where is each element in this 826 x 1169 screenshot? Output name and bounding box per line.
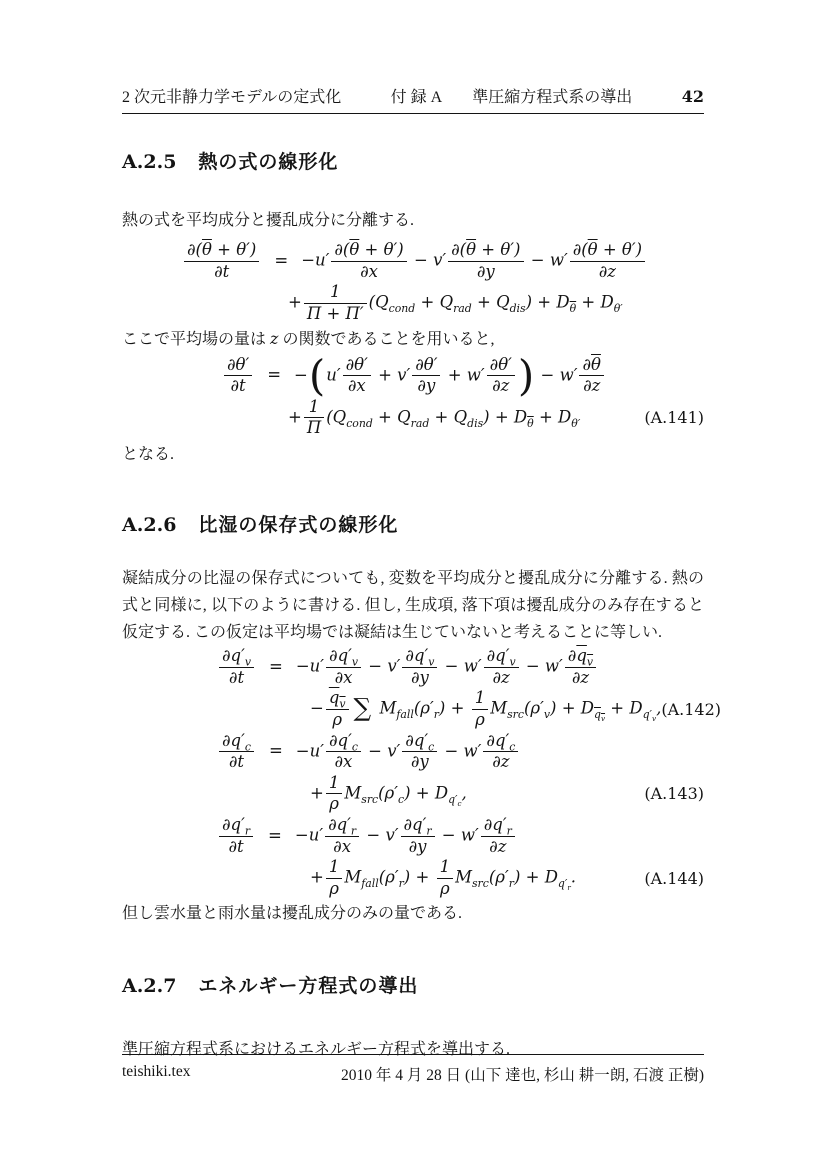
page-footer [122,1054,704,1085]
section-number: A.2.6 [122,514,177,536]
equation-number-a144: (A.144) [644,868,704,888]
header-chapter-title: 2 次元非静力学モデルの定式化 [122,89,342,106]
equation-heat-separation [122,240,704,325]
section-number: A.2.7 [122,974,177,997]
equation-line [122,350,704,400]
equation-a142 [122,646,721,731]
header-appendix-label: 付 録 A [390,89,443,106]
equation-number-a143: (A.143) [644,784,704,804]
header-appendix-title: 準圧縮方程式系の導出 [472,89,633,106]
running-header [122,84,704,114]
section-title: 熱の式の線形化 [198,152,339,173]
paragraph-mean-field: ここで平均場の量は z の関数であることを用いると, [122,328,495,348]
equation-line [122,646,704,688]
section-heading-a26 [122,510,704,537]
section-heading-a25 [122,147,704,174]
paragraph-heat-intro: 熱の式を平均成分と擾乱成分に分離する. [122,212,415,229]
equation-a143 [122,731,704,816]
equation-math: − $\frac{q_v}{\rho}$ ∑ $M_{fall}(\rho'_r)$ + $\frac{1}{\rho}$ $M_{src}(\rho'_v) + D_{q_v} + D_{q'_v}$, [310,688,662,729]
equation-line [122,857,704,899]
paragraph-moisture-intro: 凝結成分の比湿の保存式についても, 変数を平均成分と擾乱成分に分離する. 熱の式と同様に, 以下のように書ける. 但し, 生成項, 落下項は擾乱成分のみ存在すると仮定する. この仮定は平均場では凝結は生じていないと考えることに等しい. [122,570,704,641]
equation-math: $\frac{\partial q'_c}{\partial t}$ = −u′ $\frac{\partial q'_c}{\partial x}$ − v′ $\frac{\partial q'_c}{\partial y}$ − w′ $\frac{\partial q'_c}{\partial z}$ [217,731,520,773]
equation-math: + $\frac{1}{\rho}$ $M_{fall}(\rho'_r)$ + $\frac{1}{\rho}$ $M_{src}(\rho'_r) + D_{q'_r}$. [310,857,577,898]
equation-line [122,240,704,282]
equation-math: + $\frac{1}{\Pi}$ $(Q_{cond} + Q_{rad} + Q_{dis}) + D_{\overline{\theta}} + D_{\theta'}$ [288,396,581,438]
equation-math: $\frac{\partial q'_v}{\partial t}$ = −u′ $\frac{\partial q'_v}{\partial x}$ − v′ $\frac{\partial q'_v}{\partial y}$ − w′ $\frac{\partial q'_v}{\partial z}$ − w′ $\frac{\partial q_v}{\partial z}$ [217,646,598,688]
equation-line [122,688,721,730]
section-number: A.2.5 [122,151,177,173]
footer-filename: teishiki.tex [122,1063,191,1080]
equation-a141 [122,350,704,440]
paragraph-tonaru: となる. [122,446,175,463]
paragraph-cloud-rain-note: 但し雲水量と雨水量は擾乱成分のみの量である. [122,904,463,922]
equation-math: + $\frac{1}{\rho}$ $M_{src}(\rho'_c) + D_{q'_c}$, [310,772,467,814]
equation-line [122,731,704,773]
section-heading-a27 [122,971,704,998]
header-appendix [391,84,633,107]
section-title: エネルギー方程式の導出 [198,975,419,997]
section-title: 比湿の保存式の線形化 [198,515,399,536]
equation-line [122,815,704,857]
equation-line [122,282,704,324]
equation-line [122,397,704,439]
equation-math: $\frac{\partial\theta'}{\partial t}$ = −(u′ $\frac{\partial\theta'}{\partial x}$ + v′ $\frac{\partial\theta'}{\partial y}$ + w′ $\frac{\partial\theta'}{\partial z}$ ) − w′ $\frac{\partial\overline{\theta}}{\partial z}$ [222,355,606,397]
page-number: 42 [681,87,704,106]
footer-date-authors: 2010 年 4 月 28 日 (山下 達也, 杉山 耕一朗, 石渡 正樹) [341,1067,704,1084]
paragraph-energy-intro: 準圧縮方程式系におけるエネルギー方程式を導出する. [122,1040,511,1058]
equation-math: $\frac{\partial q'_r}{\partial t}$ = −u′ $\frac{\partial q'_r}{\partial x}$ − v′ $\frac{\partial q'_r}{\partial y}$ − w′ $\frac{\partial q'_r}{\partial z}$ [217,815,517,857]
equation-line [122,773,704,815]
equation-number-a141: (A.141) [644,408,704,428]
equation-a144 [122,815,704,900]
equation-number-a142: (A.142) [661,699,721,719]
equation-math: + $\frac{1}{\overline{\Pi} + \Pi'}$ $(Q_{cond} + Q_{rad} + Q_{dis}) + D_{\overline{\theta}} + D_{\theta'}$ [288,282,623,323]
equation-math: $\frac{\partial(\overline{\theta} + \theta')}{\partial t}$ = −u′ $\frac{\partial(\overline{\theta} + \theta')}{\partial x}$ − v′ $\frac{\partial(\overline{\theta} + \theta')}{\partial y}$ − w′ $\frac{\partial(\overline{\theta} + \theta')}{\partial z}$ [182,240,647,282]
